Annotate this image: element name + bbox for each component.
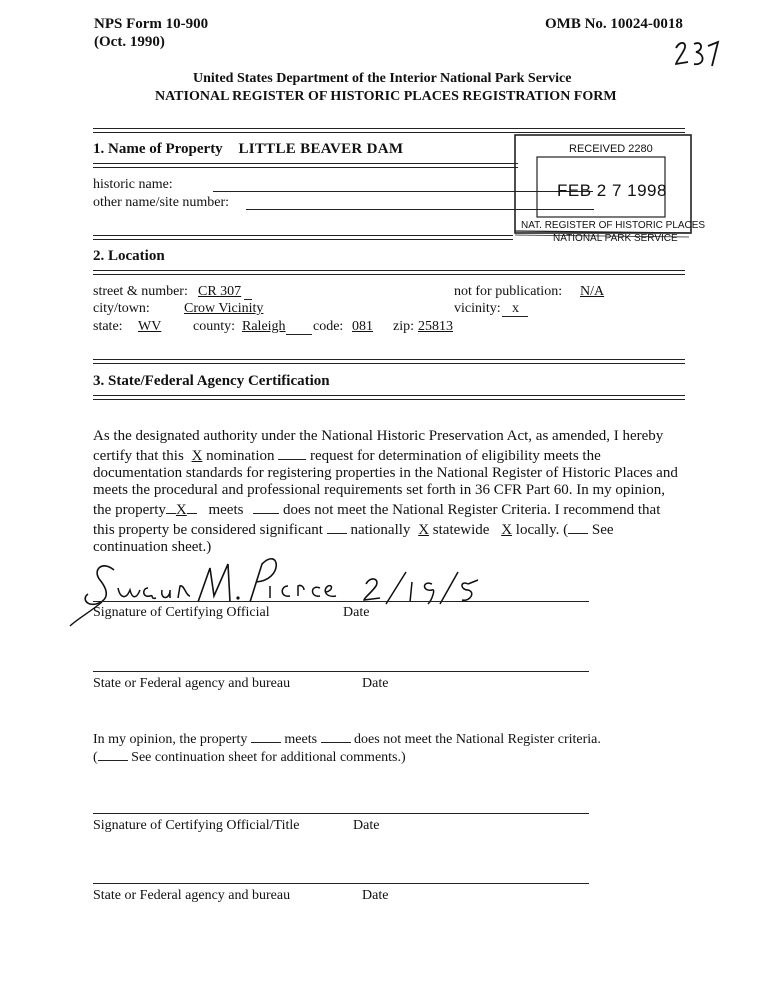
text: In my opinion, the property: [93, 732, 248, 747]
stamp-service: NATIONAL PARK SERVICE: [553, 233, 678, 244]
form-date: (Oct. 1990): [94, 34, 165, 50]
blank: [568, 519, 588, 534]
nfp-label: not for publication:: [454, 284, 563, 299]
opinion-meets-blank: [251, 728, 281, 743]
signature-line-2: [93, 813, 589, 814]
text: See continuation sheet for additional comments.): [131, 750, 406, 765]
text: meets: [284, 732, 318, 747]
opinion-not-meet-blank: [321, 728, 351, 743]
meets-mark: X: [175, 502, 187, 518]
historic-name-label: historic name:: [93, 177, 173, 192]
form-id: NPS Form 10-900: [94, 16, 209, 32]
section-divider: [93, 163, 518, 168]
section-divider: [93, 395, 685, 400]
text: request for determination of eligibility meets the: [309, 448, 601, 464]
text: the property: [93, 502, 166, 518]
text: nomination: [206, 448, 275, 464]
section-1-title: 1. Name of Property: [93, 141, 223, 157]
signature-title-label: Signature of Certifying Official/Title: [93, 818, 300, 833]
signature-line: [93, 601, 589, 602]
section-divider: [93, 359, 685, 364]
agency-date-label: Date: [362, 676, 389, 691]
text: See: [591, 522, 614, 538]
text: nationally: [350, 522, 411, 538]
blank: [166, 499, 176, 514]
agency-line: [93, 671, 589, 672]
agency-line: United States Department of the Interior National Park Service: [193, 71, 572, 86]
street-label: street & number:: [93, 284, 188, 299]
omb-number: OMB No. 10024-0018: [545, 16, 683, 32]
handwritten-number: [672, 38, 722, 79]
signature-date-label: Date: [343, 605, 370, 620]
section-divider: [93, 270, 685, 275]
nomination-mark: X: [191, 448, 203, 464]
other-name-label: other name/site number:: [93, 195, 230, 210]
opinion-continuation: [93, 746, 406, 766]
code-value: 081: [352, 319, 373, 334]
paragraph-line: meets the procedural and professional requirements set forth in 36 CFR Part 60. In my opinion,: [93, 482, 665, 498]
vicinity-value: x: [512, 301, 519, 316]
paragraph-line: [93, 499, 693, 519]
locally-mark: X: [501, 522, 513, 538]
paragraph-line: [93, 519, 693, 539]
blank: [187, 499, 197, 514]
section-divider: [93, 235, 513, 240]
nfp-value: N/A: [580, 284, 605, 299]
property-name: LITTLE BEAVER DAM: [238, 141, 404, 157]
statewide-mark: X: [418, 522, 430, 538]
vicinity-label: vicinity:: [454, 301, 501, 316]
text: this property be considered significant: [93, 522, 323, 538]
agency-line-2: [93, 883, 589, 884]
underline: [286, 334, 312, 335]
signature-title-date-label: Date: [353, 818, 380, 833]
section-2-heading: 2. Location: [93, 248, 165, 264]
nationally-blank: [327, 519, 347, 534]
received-stamp: [513, 133, 706, 247]
stamp-received: RECEIVED 2280: [569, 143, 653, 155]
certification-paragraph: [93, 428, 693, 556]
text: does not meet the National Register criteria.: [354, 732, 601, 747]
zip-value: 25813: [418, 319, 453, 334]
section-3-heading: 3. State/Federal Agency Certification: [93, 373, 330, 389]
paragraph-line: [93, 445, 693, 465]
state-label: state:: [93, 319, 123, 334]
continuation-blank: [98, 746, 128, 761]
stamp-register: NAT. REGISTER OF HISTORIC PLACES: [521, 220, 706, 231]
section-1-heading: [93, 141, 403, 158]
agency-date-label-2: Date: [362, 888, 389, 903]
signature-label: Signature of Certifying Official: [93, 605, 270, 620]
county-value: Raleigh: [242, 319, 286, 334]
city-label: city/town:: [93, 301, 150, 316]
text: certify that this: [93, 448, 184, 464]
stamp-date: FEB 2 7 1998: [557, 181, 667, 200]
state-value: WV: [138, 319, 162, 334]
paragraph-line: continuation sheet.): [93, 539, 212, 555]
form-title: NATIONAL REGISTER OF HISTORIC PLACES REGISTRATION FORM: [155, 89, 617, 104]
agency-label: State or Federal agency and bureau: [93, 676, 291, 691]
text: does not meet the National Register Criteria. I recommend that: [282, 502, 661, 518]
text: statewide: [432, 522, 490, 538]
text: locally. (: [515, 522, 569, 538]
opinion-line: [93, 728, 601, 748]
city-value: Crow Vicinity: [184, 301, 264, 316]
text: (: [93, 750, 98, 765]
paragraph-line: documentation standards for registering properties in the National Register of Historic Places and: [93, 465, 678, 481]
zip-label: zip:: [393, 319, 414, 334]
not-meet-blank: [253, 499, 279, 514]
request-blank: [278, 445, 306, 460]
street-value: CR 307: [198, 284, 242, 299]
underline: [244, 299, 252, 300]
text: meets: [208, 502, 244, 518]
code-label: code:: [313, 319, 344, 334]
agency-label-2: State or Federal agency and bureau: [93, 888, 291, 903]
paragraph-line: As the designated authority under the National Historic Preservation Act, as amended, I hereby: [93, 428, 664, 444]
county-label: county:: [193, 319, 235, 334]
